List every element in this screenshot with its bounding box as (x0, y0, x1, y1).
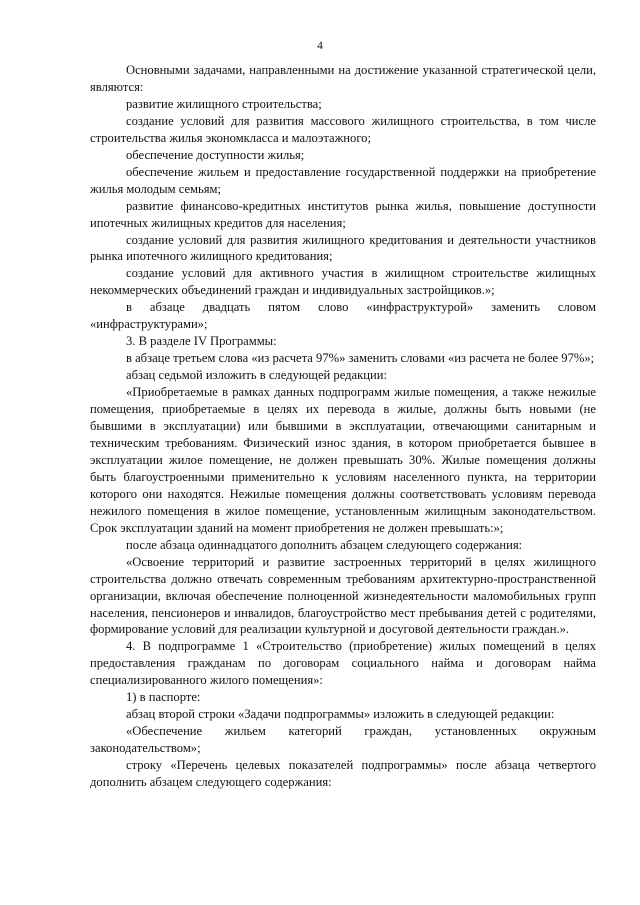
paragraph-after-eleventh: после абзаца одиннадцатого дополнить абзацем следующего содержания: (126, 537, 523, 552)
paragraph-tasks-row: абзац второй строки «Задачи подпрограммы» изложить в следующей редакции: (126, 707, 555, 722)
paragraph-mass-construction: создание условий для развития массового жилищного строительства, в том числе строительства жилья экономкласса и малоэтажного; (90, 113, 596, 145)
paragraph-nonprofit-associations: создание условий для активного участия в жилищном строительстве жилищных некоммерческих объединений граждан и индивидуальных застройщиков.»; (90, 266, 596, 298)
paragraph-housing-affordability: обеспечение доступности жилья; (126, 147, 305, 162)
document-body (90, 62, 596, 791)
paragraph-passport: 1) в паспорте: (126, 690, 201, 705)
paragraph-housing-categories: «Обеспечение жильем категорий граждан, установленных окружным законодательством»; (90, 724, 596, 756)
paragraph-territory-development: «Освоение территорий и развитие застроенных территорий в целях жилищного строительства должно отвечать современным требованиям архитектурно-пространственной организации, включая обеспечение полноценной жизнедеятельности маломобильных групп населения, пенсионеров и инвалидов, благоустройство мест пребывания детей с родителями, формирование условий для реализации культурной и досуговой деятельности граждан.». (90, 554, 596, 637)
paragraph-target-indicators: строку «Перечень целевых показателей подпрограммы» после абзаца четвертого дополнить абзацем следующего содержания: (90, 758, 596, 790)
paragraph-infrastructure-amendment: в абзаце двадцать пятом слово «инфраструктурой» заменить словом «инфраструктурами»; (90, 300, 596, 332)
paragraph-housing-credit: создание условий для развития жилищного кредитования и деятельности участников рынка ипотечного жилищного кредитования; (90, 232, 596, 264)
paragraph-financial-institutions: развитие финансово-кредитных институтов рынка жилья, повышение доступности ипотечных жилищных кредитов для населения; (90, 198, 596, 230)
paragraph-seventh-paragraph: абзац седьмой изложить в следующей редакции: (126, 368, 387, 383)
paragraph-housing-construction: развитие жилищного строительства; (126, 96, 322, 111)
page-number: 4 (317, 40, 323, 52)
paragraph-acquired-premises: «Приобретаемые в рамках данных подпрограмм жилые помещения, а также нежилые помещения, приобретаемые в целях их перевода в жилые, должны быть новыми (не бывшими в эксплуатации) или бывшими в эксплуатации, отвечающими санитарным и техническим требованиям. Физический износ здания, в котором приобретается бывшее в эксплуатации жилое помещение, не должен превышать 30%. Жилые помещения должны быть благоустроенными применительно к условиям населенного пункта, на территории которого они находятся. Нежилые помещения должны соответствовать условиям перевода нежилого помещения в жилое помещение, установленным жилищным законодательством. Срок эксплуатации зданий на момент приобретения не должен превышать:»; (90, 385, 596, 535)
paragraph-subprogram-1: 4. В подпрограмме 1 «Строительство (приобретение) жилых помещений в целях предоставления гражданам по договорам социального найма и договорам найма специализированного жилого помещения»: (90, 639, 596, 688)
paragraph-young-families: обеспечение жильем и предоставление государственной поддержки на приобретение жилья молодым семьям; (90, 164, 596, 196)
paragraph-calculation-amendment: в абзаце третьем слова «из расчета 97%» заменить словами «из расчета не более 97%»; (126, 351, 595, 366)
paragraph-section-iv: 3. В разделе IV Программы: (126, 334, 277, 349)
paragraph-tasks-intro: Основными задачами, направленными на достижение указанной стратегической цели, являются: (90, 63, 596, 94)
